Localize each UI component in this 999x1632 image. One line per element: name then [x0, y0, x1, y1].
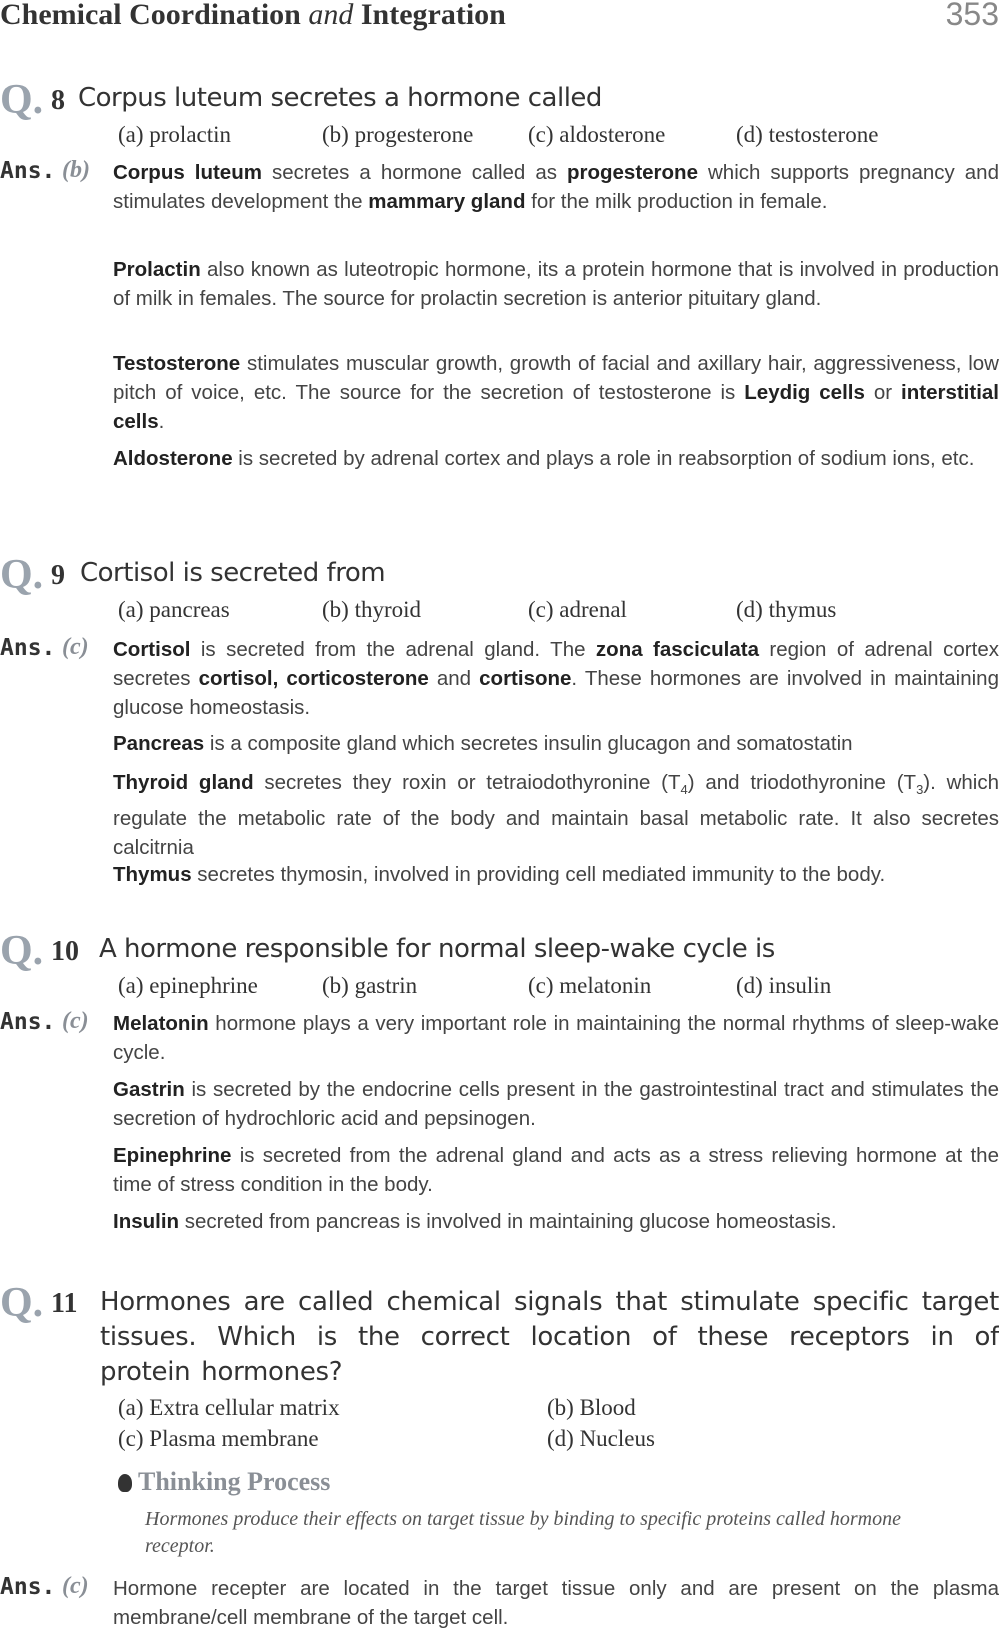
thinking-process-heading: Thinking Process — [118, 1467, 330, 1497]
answer-key: (c) — [62, 1573, 89, 1599]
option-a: (a) prolactin — [118, 122, 232, 147]
question-mark: Q. — [0, 928, 44, 974]
answer-paragraph: Pancreas is a composite gland which secretes insulin glucagon and somatostatin — [113, 732, 853, 755]
question-mark: Q. — [0, 77, 44, 123]
question-8 — [0, 77, 999, 470]
answer-key: (b) — [62, 157, 90, 183]
question-10 — [0, 928, 999, 1233]
answer-paragraph: Epinephrine is secreted from the adrenal gland and acts as a stress relieving hormone at the time of stress condition in the body. — [113, 1144, 999, 1196]
answer-paragraph: Gastrin is secreted by the endocrine cells present in the gastrointestinal tract and stimulates the secretion of hydrochloric acid and pepsinogen. — [113, 1078, 999, 1130]
option-d: (d) Nucleus — [547, 1426, 655, 1451]
answer-paragraph: Corpus luteum secretes a hormone called as progesterone which supports pregnancy and stimulates development the mammary gland for the milk production in female. — [113, 161, 999, 213]
option-c: (c) Plasma membrane — [118, 1426, 319, 1451]
thinking-process-text: Hormones produce their effects on target tissue by binding to specific proteins called hormone receptor. — [145, 1508, 901, 1557]
option-a: (a) epinephrine — [118, 973, 258, 998]
question-text: Hormones are called chemical signals that stimulate specific target tissues. Which is the correct location of these receptors in of protein hormones? — [100, 1287, 999, 1387]
question-number: 9 — [51, 560, 65, 591]
page-header — [0, 0, 999, 40]
chapter-title: Chemical Coordination and Integration — [0, 0, 506, 31]
answer-label: Ans. — [0, 635, 56, 661]
lightbulb-icon — [118, 1474, 132, 1492]
question-text: Corpus luteum secretes a hormone called — [78, 83, 602, 113]
answer-paragraph: Melatonin hormone plays a very important role in maintaining the normal rhythms of sleep-wake cycle. — [113, 1012, 999, 1064]
question-mark: Q. — [0, 1280, 44, 1326]
question-text: A hormone responsible for normal sleep-wake cycle is — [99, 934, 775, 964]
option-a: (a) Extra cellular matrix — [118, 1395, 340, 1420]
answer-paragraph: Aldosterone is secreted by adrenal cortex and plays a role in reabsorption of sodium ions, etc. — [113, 447, 975, 470]
question-number: 10 — [51, 936, 79, 967]
question-number: 8 — [51, 85, 65, 116]
answer-paragraph: Testosterone stimulates muscular growth, growth of facial and axillary hair, aggressiveness, low pitch of voice, etc. The source for the secretion of testosterone is Leydig cells or interstitial cells. — [113, 352, 999, 433]
option-b: (b) gastrin — [322, 973, 418, 998]
option-c: (c) melatonin — [528, 973, 652, 998]
answer-label: Ans. — [0, 158, 56, 184]
answer-label: Ans. — [0, 1574, 56, 1600]
options-row — [0, 122, 999, 154]
answer-paragraph: Prolactin also known as luteotropic hormone, its a protein hormone that is involved in production of milk in females. The source for prolactin secretion is anterior pituitary gland. — [113, 258, 999, 310]
question-mark: Q. — [0, 552, 44, 598]
option-b: (b) Blood — [547, 1395, 636, 1420]
option-d: (d) thymus — [736, 597, 837, 622]
answer-key: (c) — [62, 634, 89, 660]
question-text: Cortisol is secreted from — [80, 558, 386, 588]
option-b: (b) thyroid — [322, 597, 422, 622]
question-number: 11 — [51, 1288, 78, 1319]
option-a: (a) pancreas — [118, 597, 230, 622]
answer-paragraph: Thyroid gland secretes they roxin or tetraiodothyronine $(T_4)$ and triodothyronine $(T_3)$. which regulate the metabolic rate of the body and maintain basal metabolic rate. It also secretes calcitrnia — [113, 771, 999, 860]
option-b: (b) progesterone — [322, 122, 474, 147]
answer-paragraph: Thymus secretes thymosin, involved in providing cell mediated immunity to the body. — [113, 863, 886, 886]
options-row — [0, 973, 999, 1005]
answer-label: Ans. — [0, 1009, 56, 1035]
option-c: (c) adrenal — [528, 597, 627, 622]
answer-paragraph: Insulin secreted from pancreas is involved in maintaining glucose homeostasis. — [113, 1210, 837, 1233]
answer-paragraph: Hormone recepter are located in the target tissue only and are present on the plasma membrane/cell membrane of the target cell. — [113, 1577, 999, 1629]
option-c: (c) aldosterone — [528, 122, 666, 147]
option-d: (d) testosterone — [736, 122, 879, 147]
option-d: (d) insulin — [736, 973, 832, 998]
options-row — [0, 597, 999, 629]
page-number: 353 — [945, 0, 999, 32]
question-9 — [0, 552, 999, 886]
answer-paragraph: Cortisol is secreted from the adrenal gland. The zona fasciculata region of adrenal cortex secretes cortisol, corticosterone and cortisone. These hormones are involved in maintaining glucose homeostasis. — [113, 638, 999, 719]
answer-key: (c) — [62, 1008, 89, 1034]
